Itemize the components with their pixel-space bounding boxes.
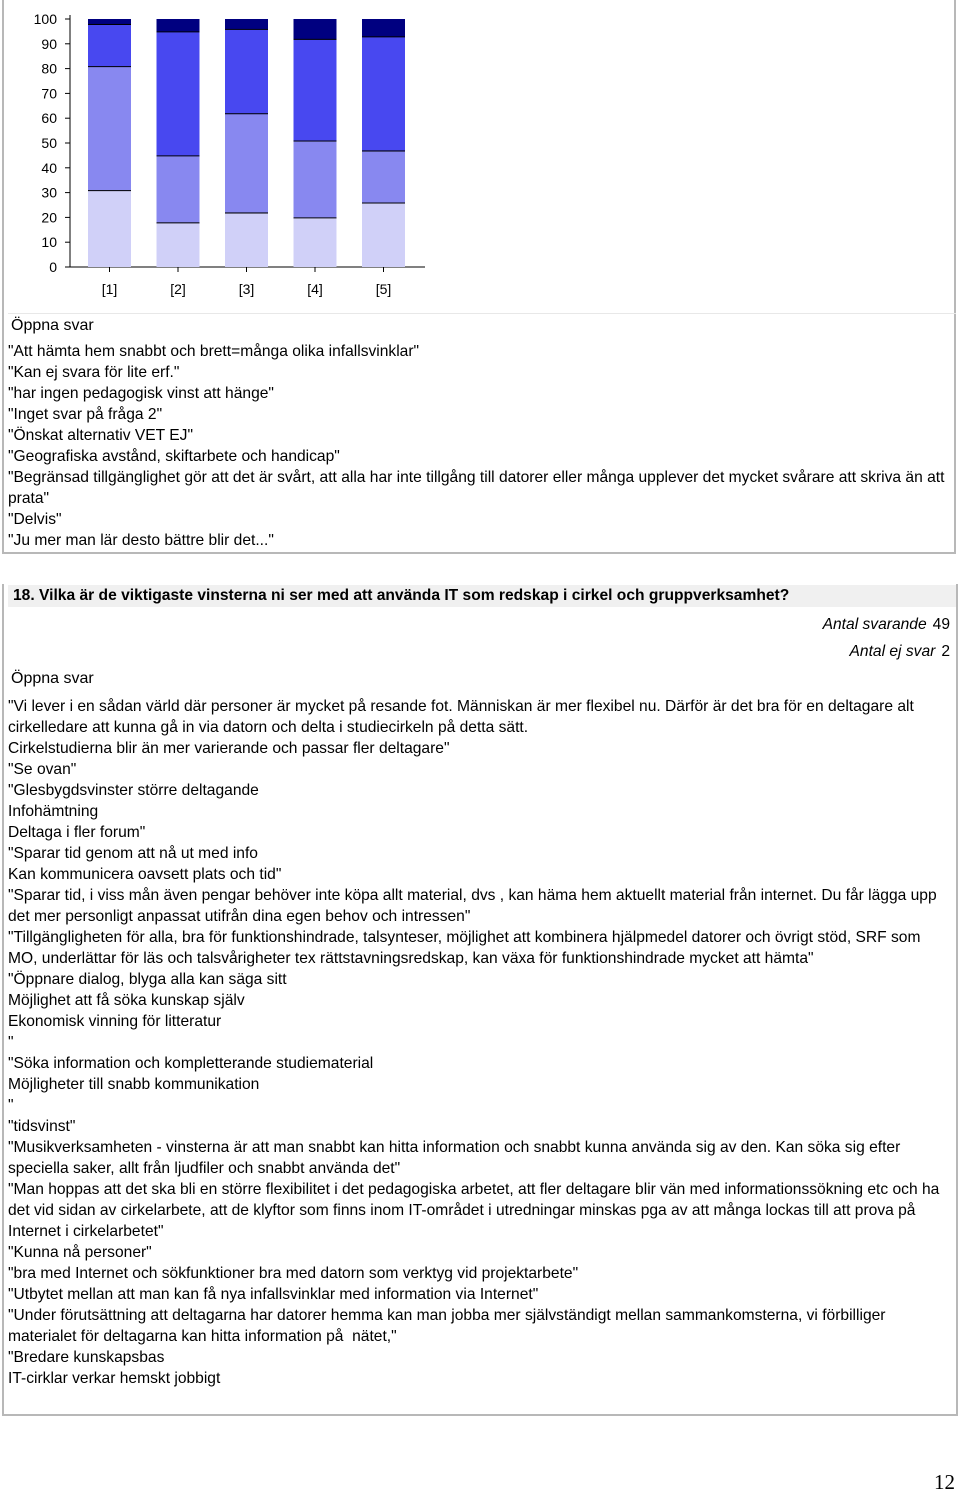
bar-segment — [88, 24, 131, 66]
answer-item: "Utbytet mellan att man kan få nya infallsvinklar med information via Internet" — [8, 1286, 539, 1303]
no-answer-count: 2 — [941, 643, 950, 660]
answer-item: "Delvis" — [8, 511, 62, 528]
bar-segment — [157, 19, 200, 31]
answer-item: "Bredare kunskapsbas IT-cirklar verkar hemskt jobbigt — [8, 1349, 221, 1387]
answer-item: "Inget svar på fråga 2" — [8, 406, 163, 423]
y-tick-label: 20 — [41, 209, 57, 226]
y-tick-label: 70 — [41, 85, 57, 102]
answer-item: "tidsvinst" — [8, 1118, 76, 1135]
answer-item: "bra med Internet och sökfunktioner bra med datorn som verktyg vid projektarbete" — [8, 1265, 579, 1282]
bar-segment — [88, 190, 131, 267]
x-tick-label: [2] — [170, 281, 186, 297]
answer-item: "Man hoppas att det ska bli en större flexibilitet i det pedagogiska arbetet, att fler deltagare blir vän med informationssökning etc och ha det vid sidan av cirkelarbete, att de klyftor som finns inom IT-området i utredningar minskas pga av att många lockas till att prova på Internet i cirkelarbetet" — [8, 1181, 944, 1240]
answers-list-18 — [8, 696, 952, 1389]
respondents-count: 49 — [932, 616, 950, 633]
y-tick-label: 0 — [49, 259, 57, 275]
question-title: 18. Vilka är de viktigaste vinsterna ni ser med att använda IT som redskap i cirkel och gruppverksamhet? — [8, 585, 956, 607]
bar-segment — [362, 19, 405, 36]
answer-item: "Kunna nå personer" — [8, 1244, 152, 1261]
bar-segment — [294, 217, 337, 267]
answer-item: "Sparar tid, i viss mån även pengar behöver inte köpa allt material, dvs , kan häma hem aktuellt material från internet. Du får lägga upp det mer personligt anpassat utifrån dina egen behov och intressen" — [8, 887, 941, 925]
no-answer-stat — [850, 643, 951, 661]
answers-list-1 — [8, 341, 952, 551]
bar-segment — [225, 19, 268, 29]
answer-item: "Ju mer man lär desto bättre blir det..." — [8, 532, 274, 549]
answer-item: "Kan ej svara för lite erf." — [8, 364, 180, 381]
answer-item: "Att hämta hem snabbt och brett=många olika infallsvinklar" — [8, 343, 420, 360]
answer-item: "Geografiska avstånd, skiftarbete och handicap" — [8, 448, 340, 465]
y-tick-label: 30 — [41, 184, 57, 201]
bar-segment — [294, 39, 337, 141]
bar-segment — [157, 222, 200, 267]
x-tick-label: [1] — [101, 281, 118, 297]
open-answers-label-18: Öppna svar — [11, 670, 94, 687]
bar-segment — [362, 203, 405, 267]
bar-segment — [157, 31, 200, 155]
y-tick-label: 50 — [41, 135, 57, 151]
answer-item: "Tillgängligheten för alla, bra för funktionshindrade, talsynteser, möjlighet att kombinera hjälpmedel datorer och övrigt stöd, SRF som MO, underlättar för läs och talsvårigheter tex rättstavningsredskap, kan växa för funktionshindrade mycket att hämta" — [8, 929, 925, 967]
answer-item: "Begränsad tillgänglighet gör att det är svårt, att alla har inte tillgång till datorer eller många upplever det mycket svårare att skriva än att prata" — [8, 469, 949, 507]
answer-item: "Se ovan" — [8, 761, 77, 778]
x-tick-label: [5] — [375, 281, 392, 297]
no-answer-label: Antal ej svar — [849, 643, 936, 660]
answer-item: "Vi lever i en sådan värld där personer är mycket på resande fot. Människan är mer flexibel nu. Därför är det bra för en deltagare alt cirkelledare att kunna gå in via datorn och delta i studiecirkeln på detta sätt. Cirkelstudierna blir än mer varierande och passar fler deltagare" — [8, 698, 914, 757]
answer-item: "Under förutsättning att deltagarna har datorer hemma kan man jobba mer självständigt mellan sammankomsterna, vi förbilliger materialet för deltagarna kan hitta information på nätet," — [8, 1307, 890, 1345]
bar-segment — [294, 19, 337, 39]
answer-item: "Glesbygdsvinster större deltagande Infohämtning Deltaga i fler forum" — [8, 782, 259, 841]
bar-segment — [157, 155, 200, 222]
bar-segment — [225, 212, 268, 267]
bar-segment — [294, 141, 337, 218]
bar-segment — [88, 66, 131, 190]
y-tick-label: 10 — [41, 234, 57, 251]
x-tick-label: [3] — [238, 281, 255, 297]
answer-item: "Musikverksamheten - vinsterna är att man snabbt kan hitta information och snabbt kunna använda sig av den. Kan söka sig efter speciella saker, allt från ljudfiler och snabbt använda det" — [8, 1139, 905, 1177]
bar-segment — [88, 19, 131, 24]
answer-item: "Önskat alternativ VET EJ" — [8, 427, 193, 444]
y-tick-label: 90 — [41, 35, 57, 52]
y-tick-label: 100 — [33, 11, 57, 27]
open-answers-label: Öppna svar — [11, 317, 94, 334]
y-tick-label: 60 — [41, 110, 57, 127]
answer-item: "har ingen pedagogisk vinst att hänge" — [8, 385, 274, 402]
answer-item: "Söka information och kompletterande studiematerial Möjligheter till snabb kommunikation " — [8, 1055, 374, 1114]
respondents-label: Antal svarande — [822, 616, 927, 633]
page-number: 12 — [934, 1470, 955, 1494]
bar-segment — [362, 150, 405, 202]
answer-item: "Sparar tid genom att nå ut med info Kan kommunicera oavsett plats och tid" — [8, 845, 282, 883]
y-tick-label: 80 — [41, 60, 57, 77]
respondents-stat — [823, 616, 950, 634]
bar-segment — [362, 36, 405, 150]
bar-segment — [225, 113, 268, 212]
divider — [8, 313, 956, 314]
x-tick-label: [4] — [307, 281, 323, 297]
bar-segment — [225, 29, 268, 113]
y-tick-label: 40 — [41, 159, 57, 176]
answer-item: "Öppnare dialog, blyga alla kan säga sitt Möjlighet att få söka kunskap själv Ekonomisk vinning för litteratur " — [8, 971, 287, 1051]
stacked-bar-chart — [0, 0, 440, 310]
